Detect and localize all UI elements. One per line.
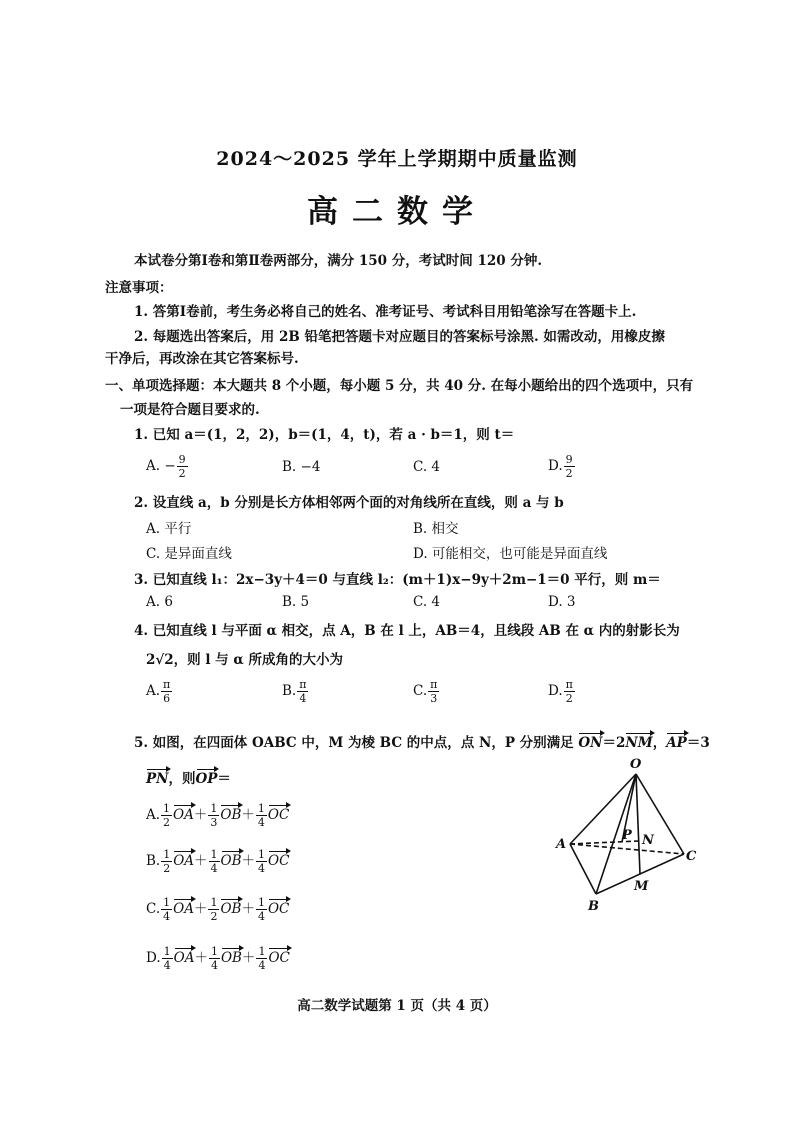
page-footer: 高二数学试题第 1 页（共 4 页）	[297, 998, 497, 1014]
q2-option-d: D. 可能相交，也可能是异面直线	[413, 546, 608, 562]
q2-stem: 2. 设直线 a，b 分别是长方体相邻两个面的对角线所在直线，则 a 与 b	[134, 495, 564, 511]
q5-b-plus-2: ＋	[241, 853, 256, 869]
q5-c-vec-oa: OA	[173, 898, 194, 917]
q2-option-a: A. 平行	[146, 521, 192, 537]
q1-d-fraction	[564, 453, 575, 480]
q5-a-num-1: 1	[163, 802, 171, 815]
q4-option-d	[548, 678, 576, 705]
q5-a-den-1: 2	[163, 816, 171, 829]
q5-d-den-3: 4	[258, 959, 266, 972]
label-b: B	[588, 899, 599, 914]
q3-option-c: C. 4	[413, 594, 441, 610]
q5-c-plus-2: ＋	[241, 901, 255, 917]
q5-a-den-3: 4	[257, 816, 265, 829]
q5-eq1: ＝2	[602, 735, 626, 751]
q5-comma: ，	[652, 735, 667, 751]
q4-d-num: π	[565, 678, 573, 691]
q5-d-num-2: 1	[210, 945, 218, 958]
q5-c-den-2: 2	[210, 910, 218, 923]
q4-stem-line-1: 4. 已知直线 l 与平面 α 相交，点 A，B 在 l 上，AB＝4，且线段 AB 在 α 内的射影长为	[134, 623, 680, 639]
q5-d-vec-oc: OC	[268, 947, 289, 966]
q5-vec-pn: PN	[146, 768, 169, 787]
intro-text: 本试卷分第Ⅰ卷和第Ⅱ卷两部分，满分 150 分，考试时间 120 分钟.	[134, 253, 543, 269]
q5-vec-on: ON	[578, 732, 602, 751]
q5-b-den-2: 4	[210, 862, 218, 875]
notice-item-1: 1. 答第Ⅰ卷前，考生务必将自己的姓名、准考证号、考试科目用铅笔涂写在答题卡上.	[134, 304, 637, 320]
q5-c-vec-oc: OC	[268, 898, 289, 917]
q5-d-plus-1: ＋	[194, 950, 208, 966]
q1-option-b: B. −4	[282, 459, 321, 475]
q5-b-label: B.	[146, 853, 161, 869]
q5-stem-line-2	[146, 767, 231, 787]
q5-option-c	[146, 896, 289, 923]
q5-c-label: C.	[146, 901, 161, 917]
q4-a-den: 6	[163, 692, 171, 705]
q5-c-num-3: 1	[257, 896, 265, 909]
q4-b-den: 4	[299, 692, 307, 705]
q5-b-plus-1: ＋	[194, 853, 208, 869]
q4-c-fraction	[428, 678, 439, 705]
q5-vec-nm: NM	[625, 732, 652, 751]
q4-d-den: 2	[565, 692, 573, 705]
q5-b-frac-2	[209, 848, 220, 875]
q4-option-b	[282, 678, 309, 705]
q4-d-label: D.	[548, 683, 563, 699]
q4-c-den: 3	[430, 692, 438, 705]
q5-b-vec-oc: OC	[268, 850, 289, 869]
q1-option-c: C. 4	[413, 459, 441, 475]
q5-a-num-3: 1	[257, 802, 265, 815]
q5-b-frac-3	[256, 848, 267, 875]
notice-item-2-line-2: 干净后，再改涂在其它答案标号.	[105, 351, 299, 367]
q1-d-den: 2	[565, 467, 573, 480]
q5-b-num-1: 1	[163, 848, 171, 861]
q5-d-frac-3	[256, 945, 267, 972]
q5-a-num-2: 1	[210, 802, 218, 815]
q2-option-c: C. 是异面直线	[146, 546, 232, 562]
q5-b-frac-1	[161, 848, 172, 875]
edge-ac-hidden	[570, 844, 684, 854]
q5-a-vec-oc: OC	[268, 804, 289, 823]
section1-heading-line-2: 一项是符合题目要求的.	[120, 402, 260, 418]
q5-option-b	[146, 848, 289, 875]
label-o: O	[630, 757, 642, 772]
q3-option-d: D. 3	[548, 594, 576, 610]
q4-stem-line-2: 2√2，则 l 与 α 所成角的大小为	[146, 652, 343, 668]
q5-a-plus-1: ＋	[193, 807, 208, 823]
q5-c-num-2: 1	[210, 896, 218, 909]
q2-option-b: B. 相交	[413, 521, 459, 537]
q5-then: ，则	[168, 771, 196, 787]
q4-a-num: π	[163, 678, 171, 691]
q5-vec-op: OP	[196, 768, 218, 787]
q5-d-den-2: 4	[210, 959, 218, 972]
label-c: C	[686, 849, 697, 864]
q5-c-den-3: 4	[257, 910, 265, 923]
q5-a-vec-ob: OB	[220, 804, 241, 823]
tetrahedron-figure	[548, 752, 708, 917]
q5-a-vec-oa: OA	[173, 804, 194, 823]
q4-b-label: B.	[282, 683, 297, 699]
q1-a-den: 2	[178, 467, 186, 480]
q5-option-a	[146, 802, 289, 829]
q5-d-label: D.	[146, 950, 161, 966]
q4-option-a	[146, 678, 173, 705]
q4-a-label: A.	[146, 683, 161, 699]
q5-c-frac-1	[161, 896, 172, 923]
q5-b-num-2: 1	[210, 848, 218, 861]
q5-c-frac-2	[208, 896, 219, 923]
q4-d-fraction	[564, 678, 575, 705]
q4-c-label: C.	[413, 683, 428, 699]
q5-a-label: A.	[146, 807, 161, 823]
q4-b-fraction	[297, 678, 308, 705]
q5-d-num-1: 1	[163, 945, 171, 958]
label-a: A	[556, 837, 567, 852]
q5-b-den-1: 2	[163, 862, 171, 875]
q5-a-frac-2	[208, 802, 219, 829]
q5-vec-ap: AP	[666, 732, 687, 751]
q5-b-vec-oa: OA	[173, 850, 194, 869]
q4-c-num: π	[430, 678, 438, 691]
q1-stem: 1. 已知 a＝(1，2，2)，b＝(1，4，t)，若 a · b＝1，则 t＝	[134, 427, 515, 443]
q1-option-d	[548, 453, 576, 480]
q5-b-vec-ob: OB	[221, 850, 242, 869]
q5-c-frac-3	[256, 896, 267, 923]
q5-a-plus-2: ＋	[241, 807, 255, 823]
q5-a-frac-3	[256, 802, 267, 829]
q5-stem-line-1	[134, 731, 710, 751]
q3-option-a: A. 6	[146, 594, 173, 610]
q1-option-a	[146, 453, 189, 480]
q5-eq3: ＝	[217, 771, 231, 787]
q1-a-label: A. −	[146, 458, 176, 474]
edge-om	[636, 774, 640, 874]
q5-a-den-2: 3	[210, 816, 218, 829]
q4-option-c	[413, 678, 440, 705]
q4-a-fraction	[161, 678, 172, 705]
q5-d-frac-2	[209, 945, 220, 972]
q5-c-num-1: 1	[163, 896, 171, 909]
q1-a-fraction	[177, 453, 188, 480]
q5-b-num-3: 1	[258, 848, 266, 861]
q5-b-den-3: 4	[258, 862, 266, 875]
subject-title: 高二数学	[307, 194, 487, 230]
q5-d-num-3: 1	[258, 945, 266, 958]
q5-d-vec-oa: OA	[174, 947, 195, 966]
q1-d-label: D.	[548, 458, 563, 474]
label-m: M	[634, 879, 649, 894]
q5-d-den-1: 4	[163, 959, 171, 972]
q5-d-frac-1	[162, 945, 173, 972]
q5-stem-prefix: 5. 如图，在四面体 OABC 中，M 为棱 BC 的中点，点 N，P 分别满足	[134, 735, 574, 751]
q1-a-num: 9	[178, 453, 186, 466]
notice-item-2-line-1: 2. 每题选出答案后，用 2B 铅笔把答题卡对应题目的答案标号涂黑. 如需改动，用橡皮擦	[134, 329, 665, 345]
edge-ab	[570, 844, 596, 894]
q5-c-vec-ob: OB	[220, 898, 241, 917]
q5-a-frac-1	[161, 802, 172, 829]
q5-c-plus-1: ＋	[193, 901, 208, 917]
section1-heading-line-1: 一、单项选择题：本大题共 8 个小题，每小题 5 分，共 40 分. 在每小题给出的四个选项中，只有	[105, 378, 694, 394]
q3-option-b: B. 5	[282, 594, 310, 610]
q3-stem: 3. 已知直线 l₁：2x−3y＋4＝0 与直线 l₂：(m＋1)x−9y＋2m−1＝0 平行，则 m＝	[134, 572, 661, 588]
q5-d-vec-ob: OB	[221, 947, 242, 966]
q5-option-d	[146, 945, 290, 972]
exam-title: 2024～2025 学年上学期期中质量监测	[216, 148, 578, 170]
label-p: P	[622, 828, 632, 843]
q1-d-num: 9	[565, 453, 573, 466]
label-n: N	[642, 833, 654, 848]
q4-b-num: π	[299, 678, 307, 691]
q5-eq2: ＝3	[686, 735, 710, 751]
notice-heading: 注意事项：	[105, 280, 173, 296]
q5-d-plus-2: ＋	[241, 950, 256, 966]
q5-c-den-1: 4	[163, 910, 171, 923]
